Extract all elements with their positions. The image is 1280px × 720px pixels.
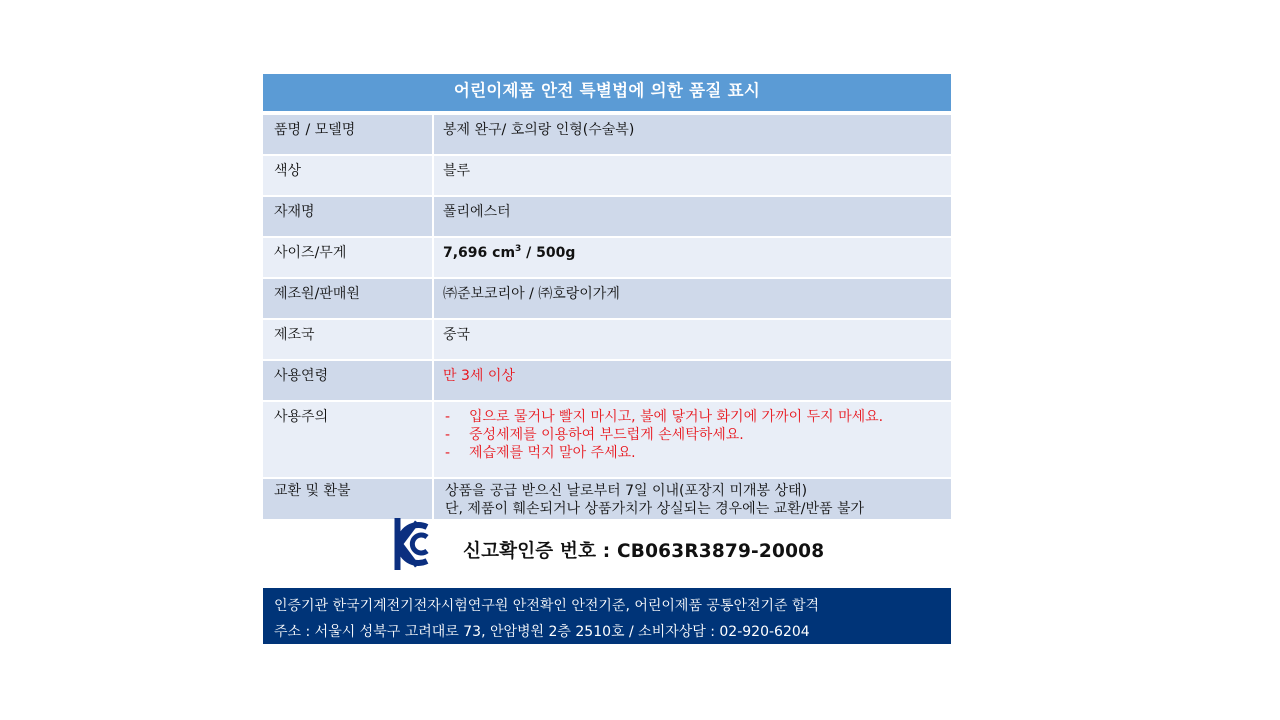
table-row xyxy=(263,319,951,360)
table-row xyxy=(263,401,951,478)
size-value: 7,696 cm xyxy=(443,245,516,261)
row-value-country: 중국 xyxy=(433,319,951,360)
footer-address-line: 주소 : 서울시 성북구 고려대로 73, 안암병원 2층 2510호 / 소비자상담 : 02-920-6204 xyxy=(274,624,810,640)
exchange-line: 상품을 공급 받으신 날로부터 7일 이내(포장지 미개봉 상태) xyxy=(445,483,808,499)
footer-certification-line: 인증기관 한국기계전기전자시험연구원 안전확인 안전기준, 어린이제품 공통안전기준 합격 xyxy=(274,598,820,614)
exchange-line: 단, 제품이 훼손되거나 상품가치가 상실되는 경우에는 교환/반품 불가 xyxy=(445,501,864,517)
table-row xyxy=(263,237,951,278)
table-row xyxy=(263,478,951,519)
row-value-material: 폴리에스터 xyxy=(433,196,951,237)
row-value-manufacturer: ㈜준보코리아 / ㈜호랑이가게 xyxy=(433,278,951,319)
row-label-caution: 사용주의 xyxy=(263,401,433,478)
row-label-exchange: 교환 및 환불 xyxy=(263,478,433,519)
caution-item: - 중성세제를 이용하여 부드럽게 손세탁하세요. xyxy=(445,427,744,443)
row-value-caution xyxy=(433,401,951,478)
table-row xyxy=(263,196,951,237)
row-label-size-weight: 사이즈/무게 xyxy=(263,237,433,278)
row-label-country: 제조국 xyxy=(263,319,433,360)
row-label-color: 색상 xyxy=(263,155,433,196)
row-value-size-weight xyxy=(433,237,951,278)
kc-mark-icon xyxy=(393,516,433,572)
table-row xyxy=(263,114,951,155)
table-row xyxy=(263,360,951,401)
row-value-product-name: 봉제 완구/ 호의랑 인형(수술복) xyxy=(433,114,951,155)
quality-label-sheet xyxy=(263,74,951,519)
row-value-color: 블루 xyxy=(433,155,951,196)
row-label-material: 자재명 xyxy=(263,196,433,237)
row-label-age: 사용연령 xyxy=(263,360,433,401)
row-label-manufacturer: 제조원/판매원 xyxy=(263,278,433,319)
size-unit-superscript: 3 xyxy=(515,244,522,254)
table-row xyxy=(263,155,951,196)
certification-number: 신고확인증 번호 : CB063R3879-20008 xyxy=(463,541,825,562)
caution-item: - 입으로 물거나 빨지 마시고, 불에 닿거나 화기에 가까이 두지 마세요. xyxy=(445,409,884,425)
page-title: 어린이제품 안전 특별법에 의한 품질 표시 xyxy=(263,74,951,111)
certification-footer xyxy=(263,588,951,644)
weight-value: / 500g xyxy=(521,245,576,261)
caution-item: - 제습제를 먹지 말아 주세요. xyxy=(445,445,636,461)
row-label-product-name: 품명 / 모델명 xyxy=(263,114,433,155)
row-value-age: 만 3세 이상 xyxy=(433,360,951,401)
product-info-table xyxy=(263,113,951,519)
row-value-exchange xyxy=(433,478,951,519)
table-row xyxy=(263,278,951,319)
